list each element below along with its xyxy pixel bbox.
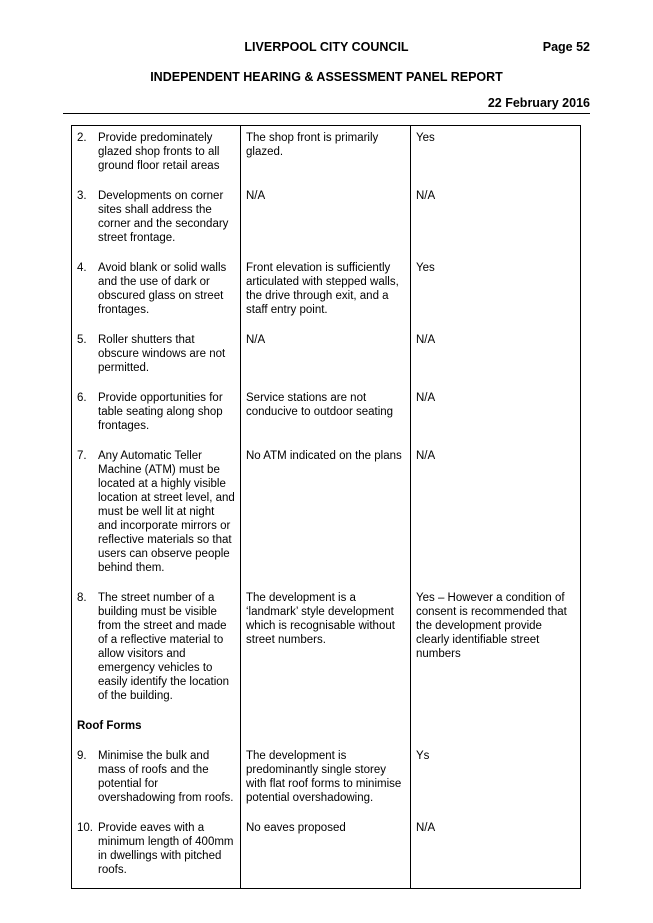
proposal-cell: Front elevation is sufficiently articulated with stepped walls, the drive through exit, and a staff entry point. — [241, 256, 411, 328]
report-title: INDEPENDENT HEARING & ASSESSMENT PANEL REPORT — [150, 70, 503, 84]
table-row — [72, 126, 581, 185]
control-text: Avoid blank or solid walls and the use of dark or obscured glass on street frontages. — [98, 262, 227, 316]
control-number: 5. — [77, 334, 87, 346]
complies-cell: N/A — [411, 444, 581, 586]
proposal-cell: The shop front is primarily glazed. — [241, 126, 411, 185]
section-empty-cell — [241, 714, 411, 744]
table-row — [72, 816, 581, 889]
control-text: Minimise the bulk and mass of roofs and the potential for overshadowing from roofs. — [98, 750, 234, 804]
table-row — [72, 444, 581, 586]
control-cell — [72, 184, 241, 256]
council-name: LIVERPOOL CITY COUNCIL — [244, 40, 409, 54]
table-row — [72, 744, 581, 816]
control-number: 8. — [77, 592, 87, 604]
table-row — [72, 586, 581, 714]
section-row-roof-forms — [72, 714, 581, 744]
proposal-cell: The development is predominantly single storey with flat roof forms to minimise potential overshadowing. — [241, 744, 411, 816]
section-heading: Roof Forms — [72, 714, 241, 744]
control-number: 3. — [77, 190, 87, 202]
control-number: 4. — [77, 262, 87, 274]
control-text: Any Automatic Teller Machine (ATM) must be located at a highly visible location at street level, and must be well lit at night and incorporate mirrors or reflective materials so that users can observe people behind them. — [98, 450, 235, 574]
proposal-cell: No eaves proposed — [241, 816, 411, 889]
control-cell — [72, 386, 241, 444]
control-cell — [72, 444, 241, 586]
control-number: 9. — [77, 750, 87, 762]
control-number: 6. — [77, 392, 87, 404]
complies-cell: Yes — [411, 126, 581, 185]
proposal-cell: N/A — [241, 328, 411, 386]
control-cell — [72, 328, 241, 386]
control-text: Provide opportunities for table seating along shop frontages. — [98, 392, 223, 432]
complies-cell: N/A — [411, 328, 581, 386]
complies-cell: Yes – However a condition of consent is recommended that the development provide clearly identifiable street numbers — [411, 586, 581, 714]
proposal-cell: N/A — [241, 184, 411, 256]
control-text: Provide eaves with a minimum length of 400mm in dwellings with pitched roofs. — [98, 822, 234, 876]
control-number: 10. — [77, 822, 93, 834]
header-divider — [63, 113, 590, 114]
proposal-cell: No ATM indicated on the plans — [241, 444, 411, 586]
control-text: The street number of a building must be visible from the street and made of a reflective material to allow visitors and emergency vehicles to easily identify the location of the building. — [98, 592, 230, 702]
complies-cell: N/A — [411, 386, 581, 444]
page-number: Page 52 — [542, 40, 590, 54]
control-text: Provide predominately glazed shop fronts to all ground floor retail areas — [98, 132, 220, 172]
table-row — [72, 184, 581, 256]
report-date: 22 February 2016 — [487, 96, 590, 110]
complies-cell: N/A — [411, 184, 581, 256]
control-cell — [72, 126, 241, 185]
control-number: 2. — [77, 132, 87, 144]
complies-cell: Ys — [411, 744, 581, 816]
table-row — [72, 328, 581, 386]
control-cell — [72, 816, 241, 889]
control-text: Roller shutters that obscure windows are not permitted. — [98, 334, 226, 374]
complies-cell: N/A — [411, 816, 581, 889]
section-empty-cell — [411, 714, 581, 744]
control-cell — [72, 744, 241, 816]
control-number: 7. — [77, 450, 87, 462]
compliance-table — [71, 125, 581, 889]
proposal-cell: Service stations are not conducive to outdoor seating — [241, 386, 411, 444]
control-cell — [72, 256, 241, 328]
control-text: Developments on corner sites shall address the corner and the secondary street frontage. — [98, 190, 229, 244]
table-row — [72, 256, 581, 328]
proposal-cell: The development is a ‘landmark’ style development which is recognisable without street numbers. — [241, 586, 411, 714]
complies-cell: Yes — [411, 256, 581, 328]
table-row — [72, 386, 581, 444]
control-cell — [72, 586, 241, 714]
